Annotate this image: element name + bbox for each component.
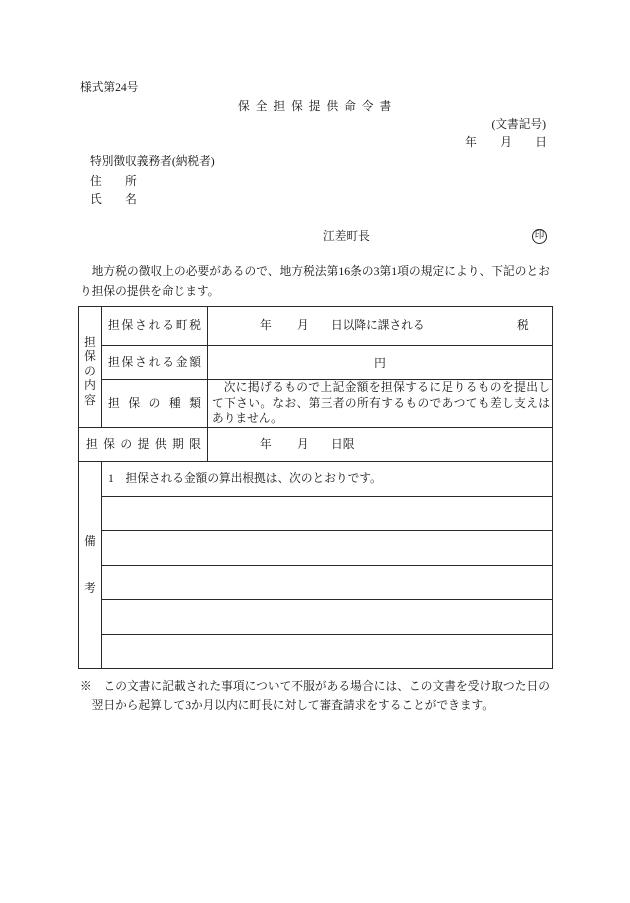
deadline-value-cell <box>207 427 553 462</box>
security-table <box>78 306 553 669</box>
remarks-row <box>101 599 553 635</box>
remarks-row <box>101 530 553 566</box>
secured-tax-month-label: 月 <box>297 319 309 332</box>
appeal-note <box>80 677 550 715</box>
deadline-label: 担保の提供期限 <box>86 437 201 451</box>
secured-tax-suffix: 税 <box>517 319 529 332</box>
order-paragraph <box>80 262 550 302</box>
secured-amount-value-cell <box>207 345 553 380</box>
deadline-year-label: 年 <box>260 438 272 451</box>
appeal-note-line: ※ この文書に記載された事項について不服がある場合には、この文書を受け取つた日の <box>80 680 550 693</box>
issue-date: 年 月 日 <box>465 136 547 149</box>
remarks-row <box>101 634 553 669</box>
form-number: 様式第24号 <box>80 81 139 94</box>
remarks-first-line: 1 担保される金額の算出根拠は、次のとおりです。 <box>108 472 382 485</box>
security-contents-label: 担保の内容 <box>84 335 96 407</box>
security-type-label-cell <box>101 379 208 428</box>
deadline-month-label: 月 <box>297 438 309 451</box>
recipient-address-label: 住 所 <box>90 175 137 188</box>
security-type-text-line: て下さい。なお、第三者の所有するものであつても差し支えは <box>212 396 550 410</box>
secured-tax-value-cell <box>207 306 553 346</box>
remarks-row <box>101 565 553 600</box>
secured-amount-label: 担保される金額 <box>108 355 201 369</box>
deadline-label-cell <box>78 427 208 462</box>
appeal-note-line: 翌日から起算して3か月以内に町長に対して審査請求をすることができます。 <box>91 699 494 712</box>
secured-tax-label-cell <box>101 306 208 346</box>
secured-tax-label: 担保される町税 <box>108 319 201 332</box>
document-title: 保全担保提供命令書 <box>238 100 398 113</box>
document-code: (文書記号) <box>491 118 546 131</box>
seal-mark <box>532 229 547 244</box>
secured-amount-label-cell <box>101 345 208 380</box>
security-contents-label-cell <box>78 306 102 428</box>
order-paragraph-line: り担保の提供を命じます。 <box>80 285 220 298</box>
remarks-row <box>101 461 553 497</box>
security-type-text-line: ありません。 <box>212 412 283 426</box>
security-type-text-line: 次に掲げるもので上記金額を担保するに足りるものを提出し <box>223 381 550 395</box>
remarks-row <box>101 496 553 531</box>
remarks-label: 備考 <box>84 535 96 595</box>
secured-tax-year-label: 年 <box>260 319 272 332</box>
recipient-type-label: 特別徴収義務者(納税者) <box>90 155 215 168</box>
security-type-label: 担保の種類 <box>108 396 201 410</box>
deadline-day-label: 日限 <box>331 438 355 451</box>
security-type-value-cell <box>207 379 553 428</box>
order-paragraph-line: 地方税の徴収上の必要があるので、地方税法第16条の3第1項の規定により、下記のとお <box>91 265 550 278</box>
secured-amount-unit: 円 <box>374 356 386 370</box>
secured-tax-day-label: 日以降に課される <box>331 319 425 332</box>
recipient-name-label: 氏 名 <box>90 193 137 206</box>
seal-text: 印 <box>534 230 545 241</box>
remarks-label-cell <box>78 461 102 669</box>
issuer-name: 江差町長 <box>323 230 370 243</box>
